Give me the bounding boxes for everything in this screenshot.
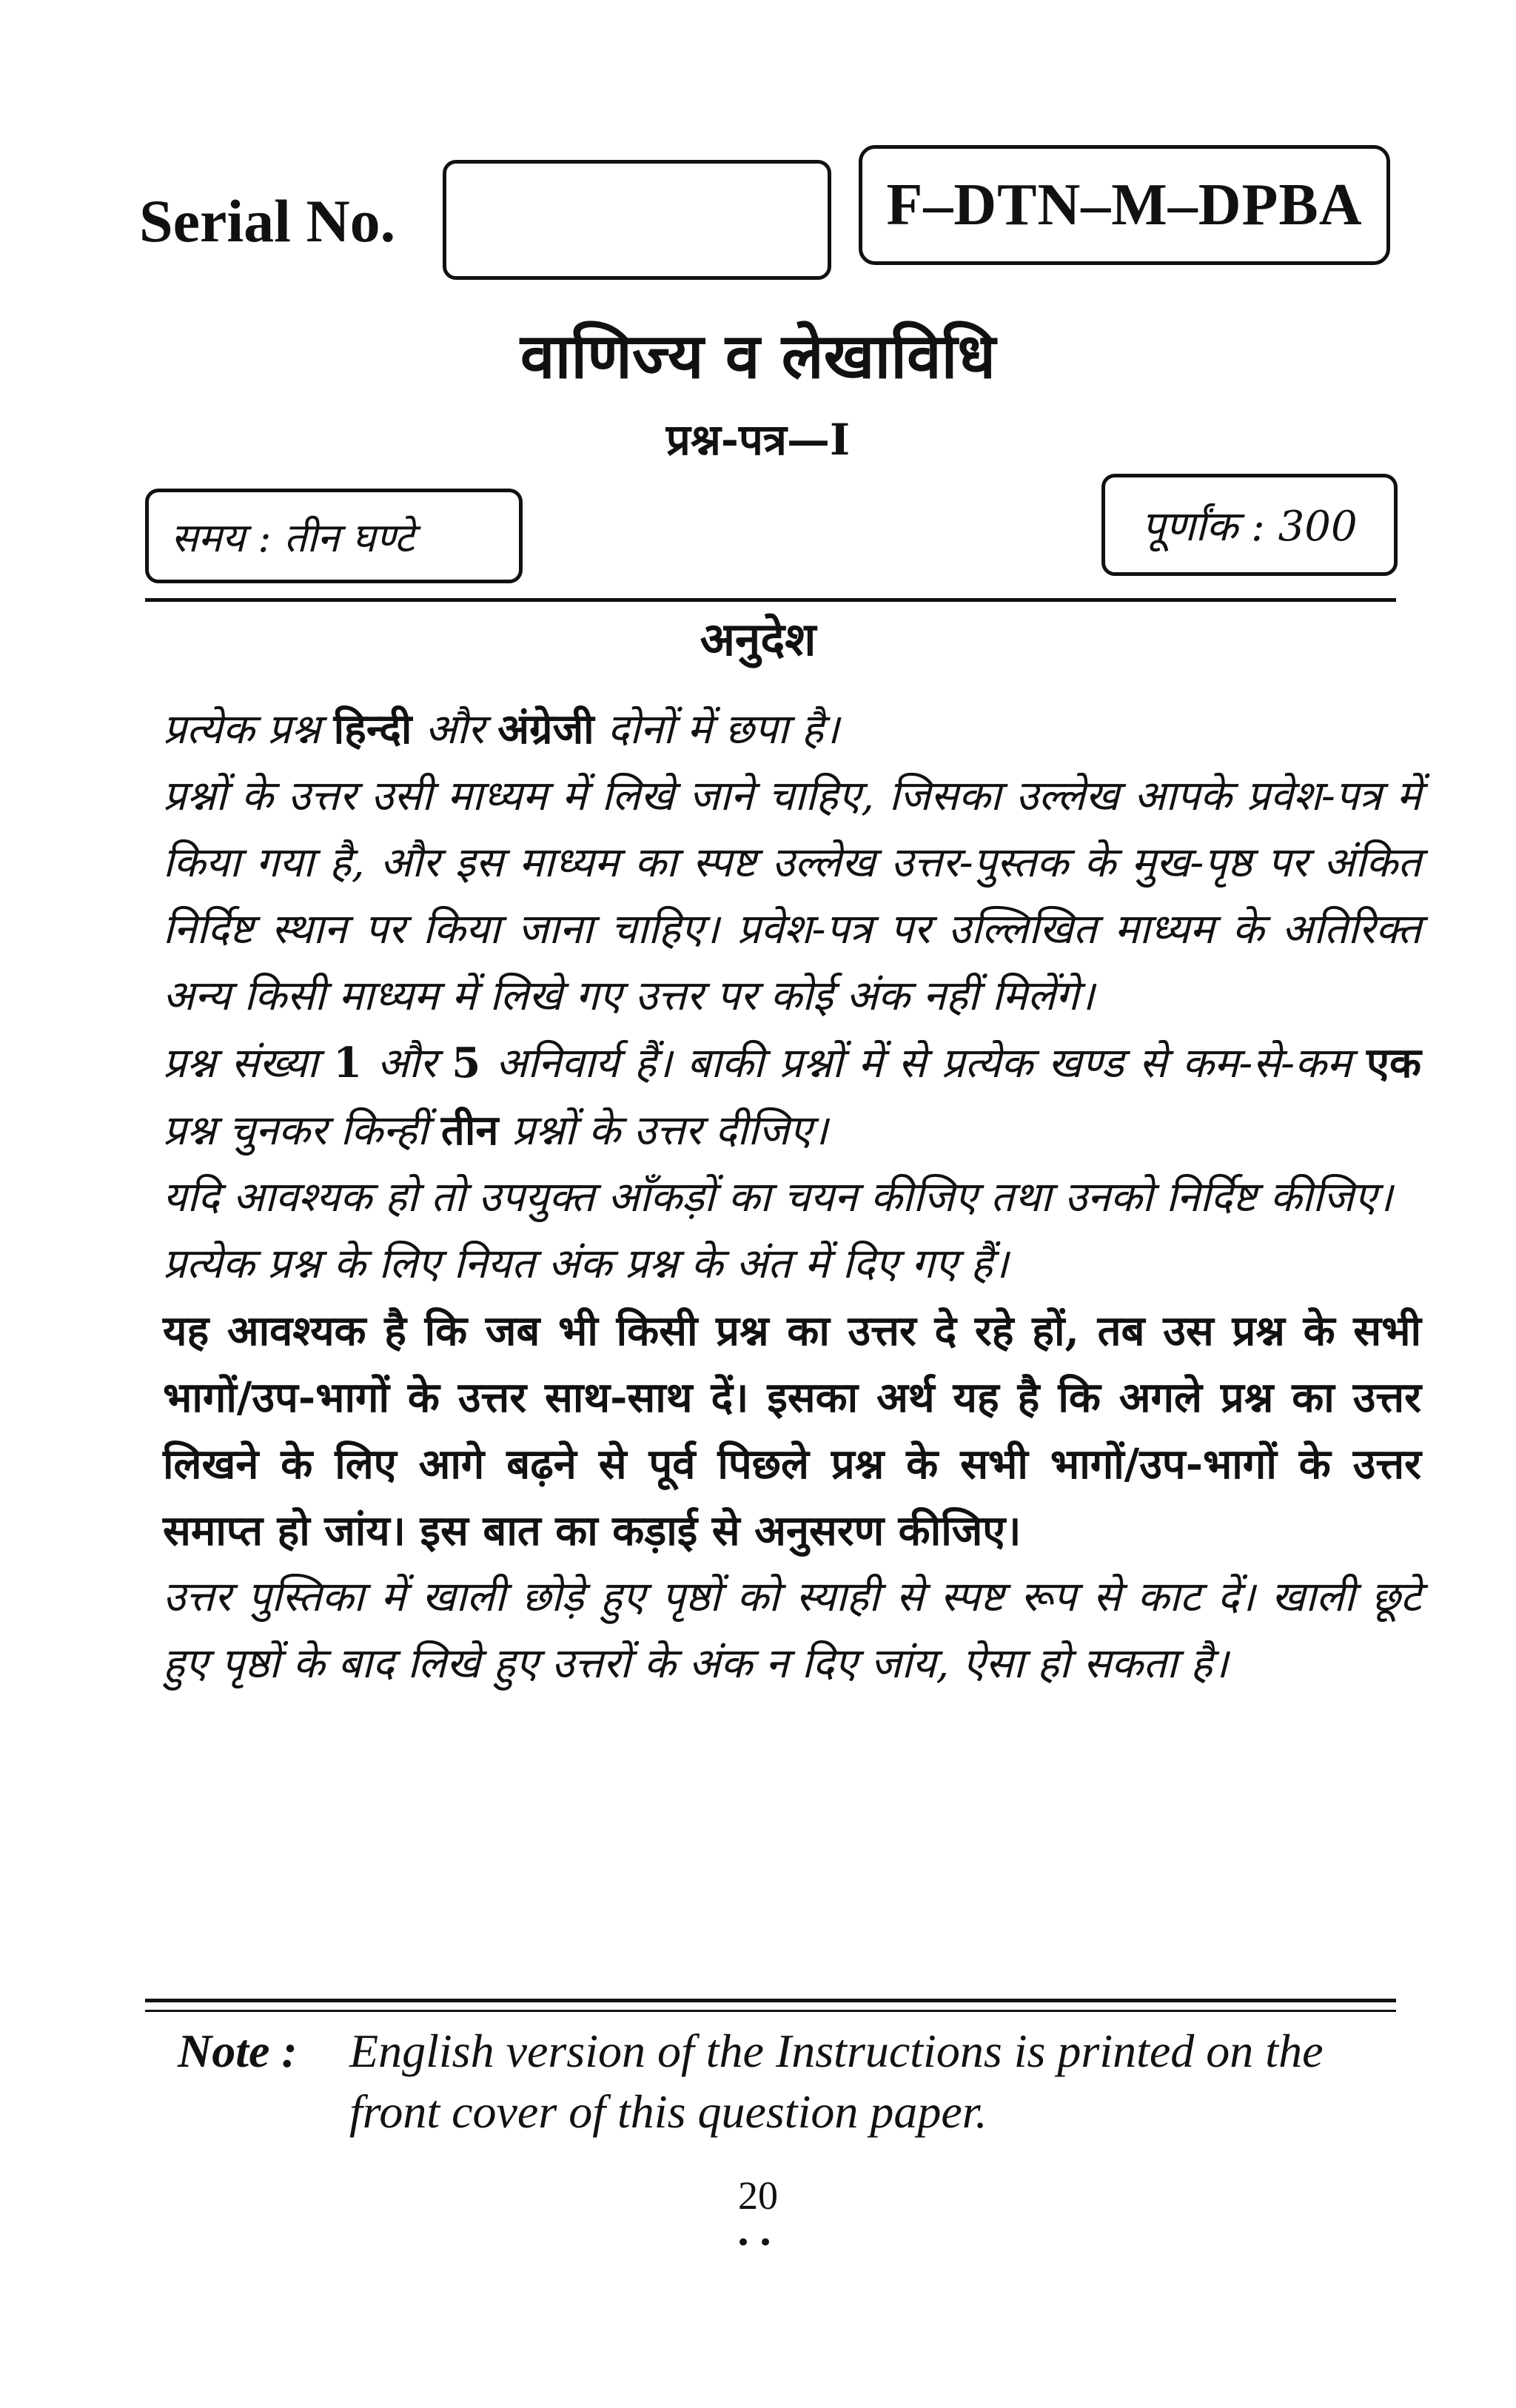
instr-text: और bbox=[412, 705, 498, 754]
serial-number-label: Serial No. bbox=[139, 187, 396, 255]
instr-text: और bbox=[362, 1039, 452, 1087]
instr-text: प्रश्न संख्या bbox=[163, 1039, 334, 1087]
time-allowed-box: समय : तीन घण्टे bbox=[145, 489, 523, 583]
maximum-marks-box: पूर्णांक : 300 bbox=[1101, 474, 1398, 576]
instruction-sequence: यह आवश्यक है कि जब भी किसी प्रश्न का उत्तर दे रहे हों, तब उस प्रश्न के सभी भागों/उप-भागों के उत्तर साथ-साथ दें। इसका अर्थ यह है कि अगले प्रश्न का उत्तर लिखने के लिए आगे बढ़ने से पूर्व पिछले प्रश्न के सभी भागों/उप-भागों के उत्तर समाप्त हो जांय। इस बात का कड़ाई से अनुसरण कीजिए। bbox=[163, 1307, 1421, 1555]
instruction-blank-pages: उत्तर पुस्तिका में खाली छोड़े हुए पृष्ठों को स्याही से स्पष्ट रूप से काट दें। खाली छूटे हुए पृष्ठों के बाद लिखे हुए उत्तरों के अंक न दिए जांय, ऐसा हो सकता है। bbox=[163, 1573, 1421, 1688]
instr-bold: हिन्दी bbox=[333, 705, 412, 754]
note-label: Note : bbox=[178, 2025, 298, 2077]
note-text-line1: English version of the Instructions is printed on the bbox=[349, 2025, 1324, 2077]
instr-bold: तीन bbox=[440, 1106, 499, 1155]
paper-code-box: F–DTN–M–DPBA bbox=[859, 145, 1390, 265]
instr-bold: 1 bbox=[333, 1039, 363, 1087]
instruction-marks: प्रत्येक प्रश्न के लिए नियत अंक प्रश्न के अंत में दिए गए हैं। bbox=[163, 1240, 1009, 1288]
subject-title: वाणिज्य व लेखाविधि bbox=[520, 319, 996, 392]
instruction-medium: प्रश्नों के उत्तर उसी माध्यम में लिखे जाने चाहिए, जिसका उल्लेख आपके प्रवेश-पत्र में किया गया है, और इस माध्यम का स्पष्ट उल्लेख उत्तर-पुस्तक के मुख-पृष्ठ पर अंकित निर्दिष्ट स्थान पर किया जाना चाहिए। प्रवेश-पत्र पर उल्लिखित माध्यम के अतिरिक्त अन्य किसी माध्यम में लिखे गए उत्तर पर कोई अंक नहीं मिलेंगे। bbox=[163, 772, 1421, 1020]
instruction-data: यदि आवश्यक हो तो उपयुक्त आँकड़ों का चयन कीजिए तथा उनको निर्दिष्ट कीजिए। bbox=[163, 1173, 1393, 1221]
instr-text: प्रत्येक प्रश्न bbox=[163, 705, 334, 754]
instr-bold: एक bbox=[1366, 1039, 1421, 1087]
instruction-language bbox=[163, 696, 1421, 763]
page-number: 20 bbox=[738, 2173, 778, 2218]
instr-text: दोनों में छपा है। bbox=[594, 705, 839, 754]
instr-bold: 5 bbox=[452, 1039, 481, 1087]
top-divider bbox=[145, 598, 1396, 602]
footer-dots: •• bbox=[735, 2228, 781, 2258]
serial-number-field[interactable] bbox=[443, 160, 831, 280]
note-text-line2: front cover of this question paper. bbox=[349, 2085, 987, 2138]
instr-bold: अंग्रेजी bbox=[497, 705, 594, 754]
english-note bbox=[178, 2021, 1436, 2142]
instructions-body bbox=[163, 696, 1421, 1697]
note-divider-bottom bbox=[145, 2010, 1396, 2012]
instr-text: प्रश्नों के उत्तर दीजिए। bbox=[498, 1107, 828, 1155]
instr-text: प्रश्न चुनकर किन्हीं bbox=[163, 1107, 441, 1155]
paper-number: प्रश्न-पत्र—I bbox=[665, 415, 851, 465]
instructions-heading: अनुदेश bbox=[700, 612, 816, 666]
instruction-compulsory bbox=[163, 1030, 1421, 1164]
note-divider-top bbox=[145, 1999, 1396, 2002]
instr-text: अनिवार्य हैं। बाकी प्रश्नों में से प्रत्येक खण्ड से कम-से-कम bbox=[480, 1039, 1367, 1087]
